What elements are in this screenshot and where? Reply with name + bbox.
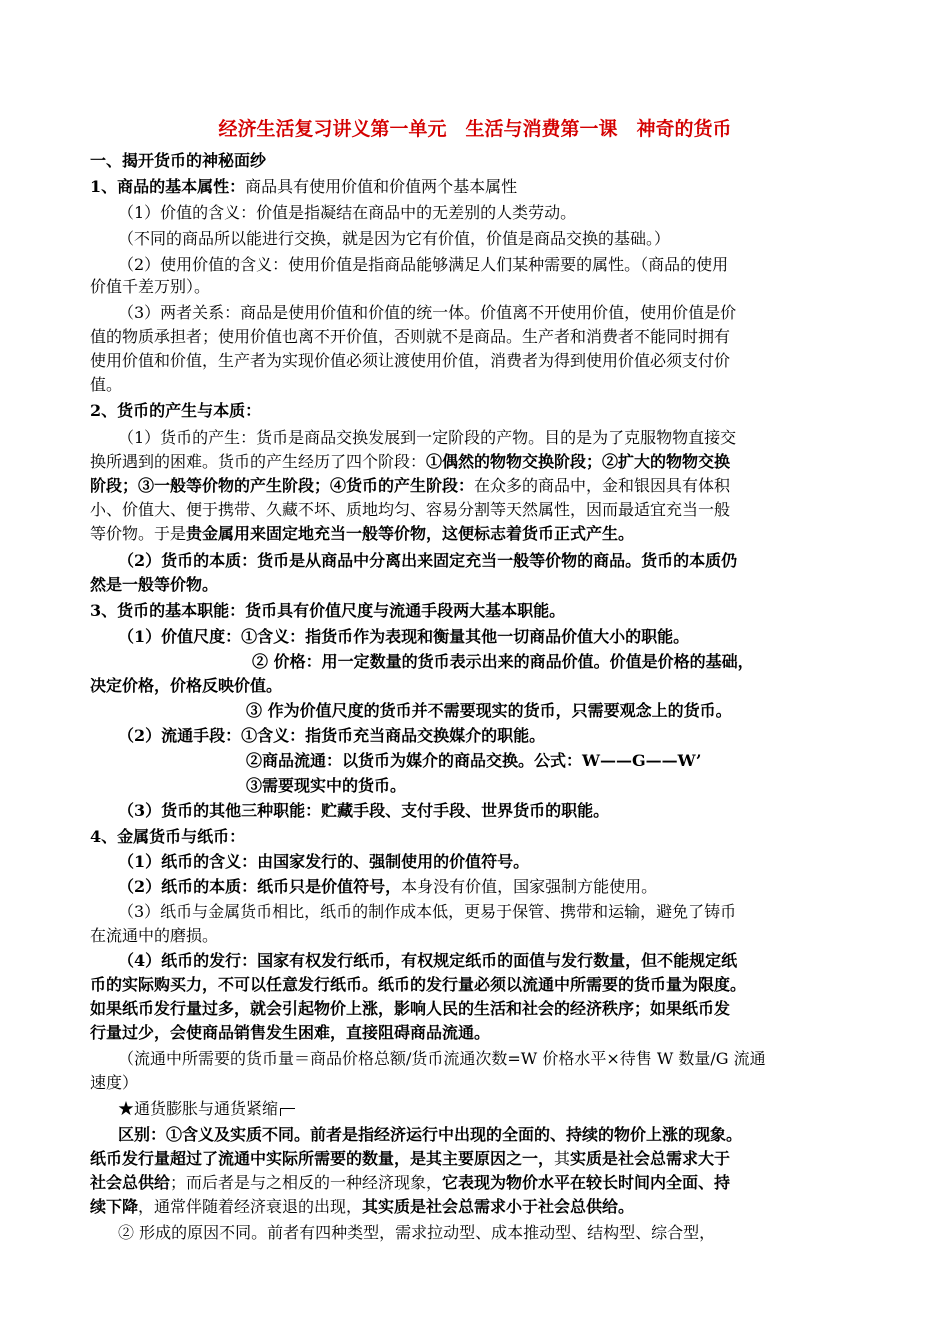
text-run: （1）纸币的含义：由国家发行的、强制使用的价值符号。 [118, 852, 530, 871]
text-run: （2）货币的本质：货币是从商品中分离出来固定充当一般等价物的商品。货币的本质仍 [118, 551, 738, 570]
text-run: 其 [554, 1149, 571, 1168]
paragraph-line [118, 228, 670, 250]
text-run: 其实质是社会总需求小于社会总供给。 [362, 1197, 635, 1216]
text-run: 续下降 [90, 1197, 139, 1216]
text-run: ★通货膨胀与通货紧缩 [118, 1099, 279, 1118]
text-run: 商品具有使用价值和价值两个基本属性 [245, 177, 518, 196]
paragraph-line [246, 775, 406, 797]
paragraph-line [90, 1072, 138, 1094]
text-run: 如果纸币发行量过多，就会引起物价上涨，影响人民的生活和社会的经济秩序；如果纸币发 [90, 999, 731, 1018]
text-run: （不同的商品所以能进行交换，就是因为它有价值，价值是商品交换的基础。） [118, 229, 671, 248]
paragraph-line [90, 974, 746, 996]
text-run: 实质是社会总需求大于 [570, 1149, 731, 1168]
text-run: 然是一般等价物。 [90, 575, 219, 594]
text-run: ①偶然的物物交换阶段；②扩大的物物交换 [426, 452, 731, 471]
text-run: 区别：①含义及实质不同。前者是指经济运行中出现的全面的、持续的物价上涨的现象。 [118, 1125, 743, 1144]
text-cursor-mark [280, 1108, 295, 1116]
text-run: ③ 作为价值尺度的货币并不需要现实的货币，只需要观念上的货币。 [246, 701, 732, 720]
text-run: 本身没有价值，国家强制方能使用。 [401, 877, 658, 896]
text-run: ③需要现实中的货币。 [246, 776, 407, 795]
subsection-heading [90, 600, 565, 622]
text-run: 使用价值和价值，生产者为实现价值必须让渡使用价值，消费者为得到使用价值必须支付价 [90, 351, 731, 370]
paragraph-line [118, 876, 657, 898]
subsection-heading [90, 176, 517, 198]
paragraph-line [90, 475, 730, 497]
text-run: 决定价格，价格反映价值。 [90, 676, 283, 695]
paragraph-line [252, 651, 754, 673]
text-run: 在流通中的磨损。 [90, 926, 219, 945]
paragraph-line [90, 675, 282, 697]
paragraph-line [90, 326, 730, 348]
text-run: 1、商品的基本属性： [90, 177, 246, 196]
text-run: （1）货币的产生：货币是商品交换发展到一定阶段的产物。目的是为了克服物物直接交 [118, 428, 737, 447]
text-run: 小、价值大、便于携带、久藏不坏、质地均匀、容易分割等天然属性，因而最适宜充当一般 [90, 500, 731, 519]
paragraph-line [90, 574, 218, 596]
paragraph-line [90, 998, 730, 1020]
subsection-heading [90, 400, 261, 422]
text-run: 币的实际购买力，不可以任意发行纸币。纸币的发行量必须以流通中所需要的货币量为限度。 [90, 975, 747, 994]
paragraph-line [118, 302, 736, 324]
paragraph-line [118, 950, 737, 972]
text-run: 一、揭开货币的神秘面纱 [90, 151, 267, 170]
paragraph-line [246, 700, 732, 722]
text-run: （2）纸币的本质：纸币只是价值符号， [118, 877, 402, 896]
paragraph-line [118, 550, 737, 572]
paragraph-line [118, 1124, 742, 1146]
paragraph-line [90, 1172, 730, 1194]
paragraph-line [118, 202, 576, 224]
paragraph-line [90, 276, 210, 298]
text-run: 在众多的商品中，金和银因具有体积 [474, 476, 731, 495]
formula-line [118, 1048, 766, 1070]
text-run: ，通常伴随着经济衰退的出现， [138, 1197, 363, 1216]
paragraph-line [90, 499, 730, 521]
text-run: 阶段；③一般等价物的产生阶段；④货币的产生阶段： [90, 476, 475, 495]
text-run: （4）纸币的发行：国家有权发行纸币，有权规定纸币的面值与发行数量，但不能规定纸 [118, 951, 738, 970]
text-run: 值。 [90, 375, 123, 394]
text-run: （2）流通手段：①含义：指货币充当商品交换媒介的职能。 [118, 726, 546, 745]
paragraph-line [90, 451, 730, 473]
paragraph-line [118, 1222, 715, 1244]
formula-line [246, 750, 701, 772]
text-run: ；而后者是与之相反的一种经济现象， [170, 1173, 443, 1192]
text-run: （2）使用价值的含义：使用价值是指商品能够满足人们某种需要的属性。（商品的使用 [118, 255, 729, 274]
text-run: 它表现为物价水平在较长时间内全面、持 [442, 1173, 731, 1192]
text-run: 值的物质承担者；使用价值也离不开价值，否则就不是商品。生产者和消费者不能同时拥有 [90, 327, 731, 346]
text-run: 价值千差万别）。 [90, 277, 211, 296]
subsection-heading [90, 826, 245, 848]
paragraph-line [90, 1148, 730, 1170]
paragraph-line [118, 626, 689, 648]
paragraph-line [118, 901, 736, 923]
text-run: 速度） [90, 1073, 139, 1092]
paragraph-line [118, 851, 529, 873]
text-run: （3）两者关系：商品是使用价值和价值的统一体。价值离不开使用价值，使用价值是价 [118, 303, 737, 322]
paragraph-line [118, 800, 609, 822]
paragraph-line [90, 374, 122, 396]
paragraph-line [90, 1196, 634, 1218]
text-run: 贵金属用来固定地充当一般等价物，这便标志着货币正式产生。 [186, 524, 635, 543]
text-run: ② 形成的原因不同。前者有四种类型，需求拉动型、成本推动型、结构型、综合型， [118, 1223, 716, 1242]
text-run: （1）价值尺度：①含义：指货币作为表现和衡量其他一切商品价值大小的职能。 [118, 627, 690, 646]
document-title: 经济生活复习讲义第一单元 生活与消费第一课 神奇的货币 [218, 118, 732, 140]
text-run: （流通中所需要的货币量＝商品价格总额/货币流通次数=W 价格水平×待售 W 数量/G 流通 [118, 1049, 766, 1068]
paragraph-line [90, 1022, 490, 1044]
paragraph-line [90, 523, 634, 545]
paragraph-line [90, 925, 218, 947]
text-run: 3、货币的基本职能：货币具有价值尺度与流通手段两大基本职能。 [90, 601, 566, 620]
text-run: （1）价值的含义：价值是指凝结在商品中的无差别的人类劳动。 [118, 203, 577, 222]
paragraph-line [118, 725, 545, 747]
text-run: 4、金属货币与纸币： [90, 827, 246, 846]
text-run: 纸币发行量超过了流通中实际所需要的数量，是其主要原因之一， [90, 1149, 555, 1168]
star-heading [118, 1098, 295, 1120]
text-run: （3）纸币与金属货币相比，纸币的制作成本低，更易于保管、携带和运输，避免了铸币 [118, 902, 737, 921]
text-run: 行量过少，会使商品销售发生困难，直接阻碍商品流通。 [90, 1023, 491, 1042]
section-heading [90, 150, 266, 172]
text-run: 2、货币的产生与本质： [90, 401, 262, 420]
text-run: 等价物。于是 [90, 524, 187, 543]
text-run: ②商品流通：以货币为媒介的商品交换。公式：W——G——W’ [246, 751, 702, 770]
text-run: 换所遇到的困难。货币的产生经历了四个阶段： [90, 452, 427, 471]
paragraph-line [118, 427, 736, 449]
text-run: 社会总供给 [90, 1173, 171, 1192]
paragraph-line [118, 254, 728, 276]
text-run: （3）货币的其他三种职能：贮藏手段、支付手段、世界货币的职能。 [118, 801, 610, 820]
text-run: ② 价格：用一定数量的货币表示出来的商品价值。价值是价格的基础， [252, 652, 754, 671]
paragraph-line [90, 350, 730, 372]
